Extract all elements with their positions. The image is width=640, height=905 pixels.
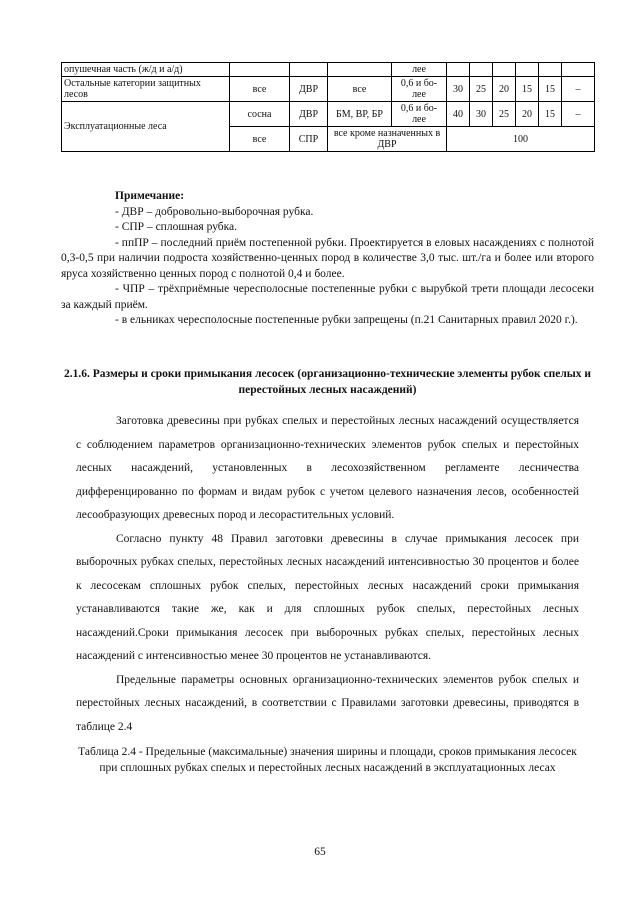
- table-cell: ДВР: [290, 77, 328, 102]
- note-item: - ппПР – последний приём постепенной рубки. Проектируется в еловых насаждениях с полнотой 0,3-0,5 при наличии подроста хозяйственно-ценных пород в количестве 3,0 тыс. шт./га и более или второго яруса хозяйственно ценных пород с полнотой 0,4 и более.: [61, 236, 594, 280]
- table-cell: 20: [516, 102, 539, 127]
- table-cell: –: [562, 102, 595, 127]
- table-cell: [470, 63, 493, 77]
- table-cell: 15: [516, 77, 539, 102]
- note-title: Примечание:: [115, 190, 185, 202]
- table-cell: 15: [539, 102, 562, 127]
- table-cell: 100: [447, 127, 595, 152]
- section-heading: 2.1.6. Размеры и сроки примыкания лесосек (организационно-технические элементы рубок спелых и перестойных лесных насаждений): [63, 368, 592, 396]
- paragraph: Заготовка древесины при рубках спелых и перестойных лесных насаждений осуществляется с соблюдением параметров организационно-технических элементов рубок спелых и перестойных лесных насаждений, установленных в лесохозяйственном регламенте лесничества дифференцированно по формам и видам рубок с учетом целевого назначения лесов, особенностей лесообразующих древесных пород и лесорастительных условий.: [76, 415, 579, 521]
- table-cell: БМ, ВР, БР: [328, 102, 392, 127]
- table-cell: [290, 63, 328, 77]
- table-row: [62, 63, 595, 77]
- table-cell: все: [230, 127, 290, 152]
- note-item: - в ельниках чересполосные постепенные рубки запрещены (п.21 Санитарных правил 2020 г.).: [115, 314, 578, 326]
- page-number: 65: [314, 846, 326, 858]
- table-cell: 30: [447, 77, 470, 102]
- table-cell: сосна: [230, 102, 290, 127]
- table-cell: 30: [470, 102, 493, 127]
- table-row: [62, 102, 595, 127]
- body-text: [76, 410, 579, 739]
- table-cell: все: [328, 77, 392, 102]
- table-cell: СПР: [290, 127, 328, 152]
- table-cell: [493, 63, 516, 77]
- note-block: [61, 189, 594, 329]
- table-cell: опушечная часть (ж/д и а/д): [62, 63, 230, 77]
- table-cell: ДВР: [290, 102, 328, 127]
- table-cell: лее: [392, 63, 447, 77]
- table-cell: [230, 63, 290, 77]
- paragraph: Согласно пункту 48 Правил заготовки древесины в случае примыкания лесосек при выборочных рубках спелых, перестойных лесных насаждений интенсивностью 30 процентов и более к лесосекам сплошных рубок спелых, перестойных лесных насаждений сроки примыкания устанавливаются такие же, как и для сплошных рубок спелых, перестойных лесных насаждений.Сроки примыкания лесосек при выборочных рубках спелых, перестойных лесных насаждений с интенсивностью менее 30 процентов не устанавливаются.: [76, 532, 579, 662]
- table-cell: 25: [470, 77, 493, 102]
- table-cell: [447, 63, 470, 77]
- table-row: [62, 77, 595, 102]
- table-cell: [328, 63, 392, 77]
- table-cell: [516, 63, 539, 77]
- table-cell: все кроме назначенных в ДВР: [328, 127, 447, 152]
- note-item: - ЧПР – трёхприёмные чересполосные постепенные рубки с вырубкой трети площади лесосеки за каждый приём.: [61, 283, 594, 311]
- table-cell: [562, 63, 595, 77]
- table-caption: Таблица 2.4 - Предельные (максимальные) значения ширины и площади, сроков примыкания лесосек при сплошных рубках спелых и перестойных лесных насаждений в эксплуатационных лесах: [78, 746, 577, 774]
- note-item: - ДВР – добровольно-выборочная рубка.: [115, 205, 314, 218]
- table-cell: 0,6 и бо-лее: [392, 77, 447, 102]
- table-cell: Эксплуатационные леса: [62, 102, 230, 152]
- table-cell: –: [562, 77, 595, 102]
- table-cell: [539, 63, 562, 77]
- continued-table: [61, 62, 595, 152]
- table-cell: Остальные категории защитных лесов: [62, 77, 230, 102]
- table-cell: 0,6 и бо-лее: [392, 102, 447, 127]
- note-item: - СПР – сплошная рубка.: [115, 221, 238, 233]
- paragraph: Предельные параметры основных организационно-технических элементов рубок спелых и перестойных лесных насаждений, в соответствии с Правилами заготовки древесины, приводятся в таблице 2.4: [76, 673, 579, 733]
- table-cell: все: [230, 77, 290, 102]
- table-cell: 15: [539, 77, 562, 102]
- table-cell: 25: [493, 102, 516, 127]
- table-cell: 20: [493, 77, 516, 102]
- table-cell: 40: [447, 102, 470, 127]
